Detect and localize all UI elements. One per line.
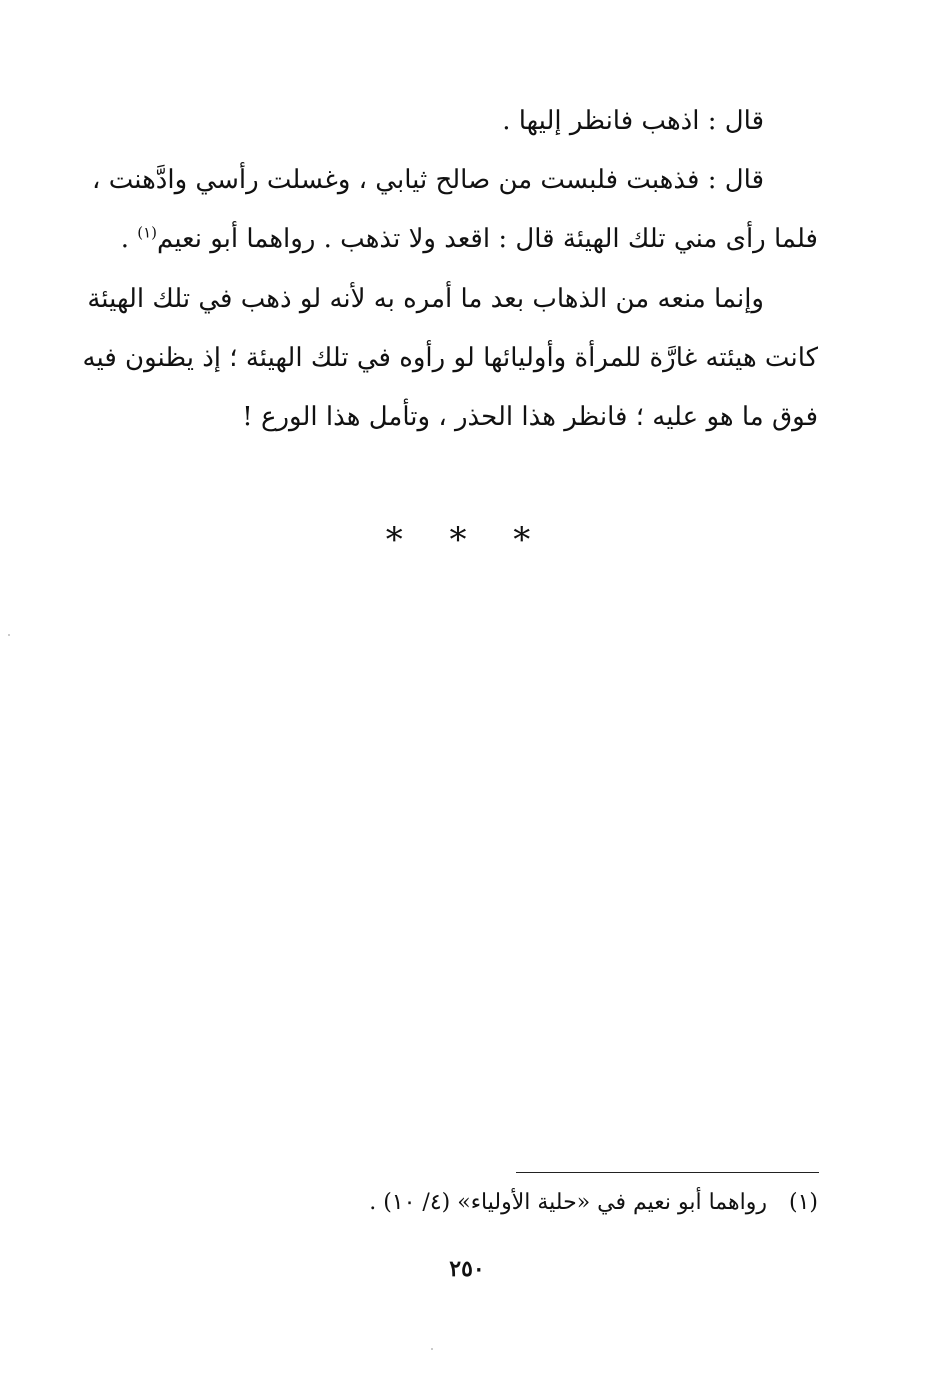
paragraph-1-line-1: قال : اذهب فانظر إليها . bbox=[502, 106, 764, 136]
footnote-text: رواهما أبو نعيم في «حلية الأولياء» (٤/ ١٠) . bbox=[369, 1190, 767, 1215]
footnote bbox=[369, 1190, 818, 1215]
section-separator: * * * bbox=[385, 520, 549, 560]
paragraph-3-line-3: فوق ما هو عليه ؛ فانظر هذا الحذر ، وتأمل هذا الورع ! bbox=[242, 402, 818, 432]
paragraph-2 bbox=[92, 151, 818, 269]
footnote-reference[interactable]: (١) bbox=[137, 223, 158, 242]
paragraph-2-line-2 bbox=[100, 210, 818, 269]
paragraph-2-line-2-end: . bbox=[120, 224, 138, 254]
paragraph-2-line-2-text: فلما رأى مني تلك الهيئة قال : اقعد ولا تذهب . رواهما أبو نعيم bbox=[157, 224, 818, 254]
paragraph-3-line-2: كانت هيئته غارَّة للمرأة وأوليائها لو رأوه في تلك الهيئة ؛ إذ يظنون فيه bbox=[82, 343, 818, 373]
paragraph-1 bbox=[100, 92, 818, 151]
footnote-divider bbox=[516, 1172, 819, 1173]
scan-speck bbox=[8, 634, 10, 636]
paragraph-3 bbox=[82, 270, 818, 447]
footnote-marker: (١) bbox=[788, 1190, 818, 1215]
paragraph-3-line-1: وإنما منعه من الذهاب بعد ما أمره به لأنه لو ذهب في تلك الهيئة bbox=[87, 284, 764, 314]
scan-speck bbox=[431, 1348, 433, 1350]
paragraph-2-line-1: قال : فذهبت فلبست من صالح ثيابي ، وغسلت رأسي وادَّهنت ، bbox=[92, 165, 764, 195]
page-number: ٢٥٠ bbox=[449, 1256, 485, 1282]
